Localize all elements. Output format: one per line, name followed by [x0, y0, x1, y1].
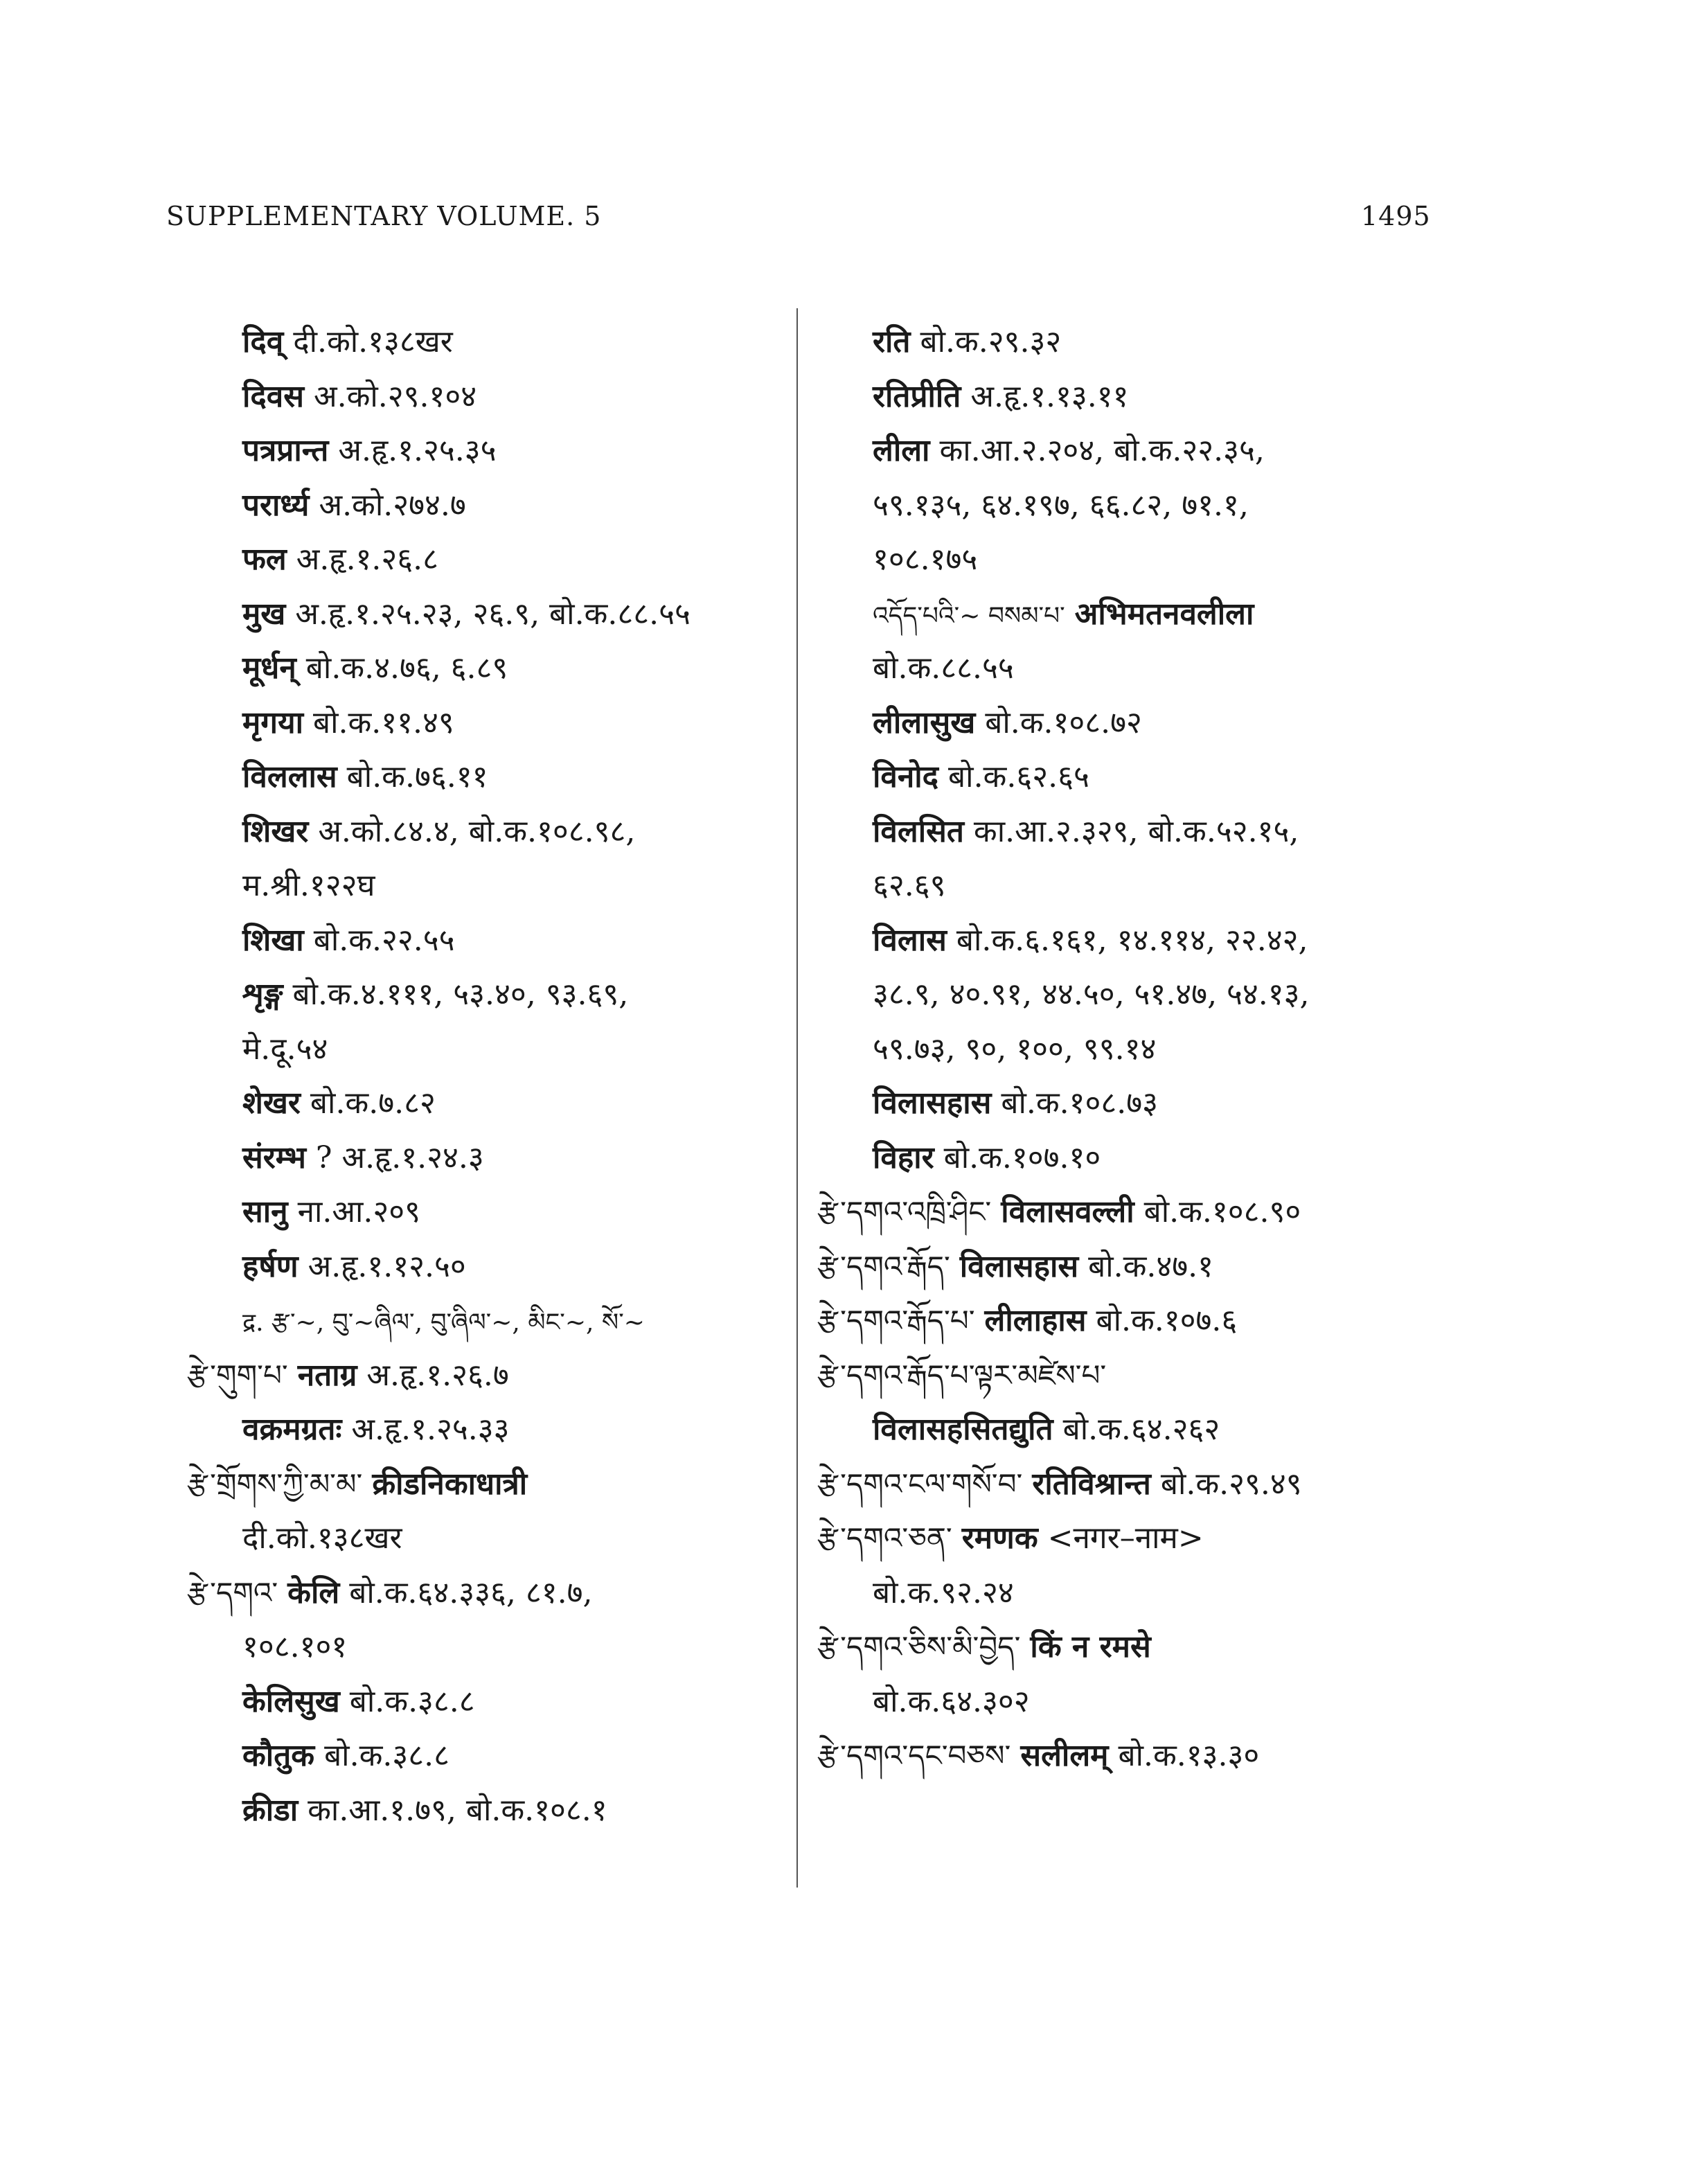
entry-line [187, 1131, 796, 1186]
sanskrit-headword: सानु [242, 1194, 288, 1229]
sanskrit-headword: विलास [873, 922, 947, 958]
source-reference: ना.आ.२०९ [297, 1194, 420, 1229]
source-reference: अ.हृ.१.२६.७ [366, 1357, 509, 1393]
entry-line [187, 1784, 796, 1838]
sanskrit-headword: किं न रमसे [1030, 1629, 1151, 1664]
sanskrit-headword: रमणक [961, 1520, 1038, 1556]
source-reference: बो.क.४७.१ [1088, 1248, 1214, 1284]
source-reference: दी.को.१३८खर [242, 1520, 402, 1556]
source-reference: ५९.७३, ९०, १००, ९९.१४ [873, 1031, 1157, 1067]
column-divider [796, 308, 798, 1888]
sanskrit-headword: विहार [873, 1139, 934, 1175]
source-reference: बो.क.२२.५५ [313, 922, 455, 958]
tibetan-term: རྩེ་དགའ་དང་བཅས་ [817, 1739, 1011, 1773]
sanskrit-headword: विललास [242, 759, 337, 794]
sanskrit-headword: विलासहसितद्युति [873, 1412, 1053, 1447]
sanskrit-headword: दिवस [242, 378, 304, 414]
source-reference: बो.क.६४.३३६, ८१.७, [349, 1574, 593, 1610]
entry-line [187, 641, 796, 696]
sanskrit-headword: रतिप्रीति [873, 378, 961, 414]
source-reference: बो.क.२९.४९ [1160, 1466, 1302, 1502]
entry-line [817, 479, 1538, 533]
source-reference: बो.क.८८.५५ [873, 650, 1014, 686]
entry-line [187, 424, 796, 479]
entry-line [817, 370, 1538, 425]
sanskrit-headword: फल [242, 542, 287, 577]
source-reference: बो.क.४.७६, ६.८९ [305, 650, 508, 686]
sanskrit-headword: परार्ध्य [242, 487, 310, 523]
source-reference: अ.हृ.१.२६.८ [296, 542, 439, 577]
sanskrit-headword: केलिसुख [242, 1683, 340, 1719]
tibetan-term: རྩེ་དགའ་ཅིས་མི་བྱེད་ [817, 1630, 1021, 1664]
tibetan-term: རྩེ་དགའ་འཁྲི་ཤིང་ [817, 1195, 992, 1229]
source-reference: १०८.१०१ [242, 1629, 348, 1664]
sanskrit-headword: शेखर [242, 1085, 301, 1121]
entry-line [817, 587, 1538, 642]
entry-line [817, 1729, 1538, 1784]
entry-line [817, 1022, 1538, 1077]
entry-line [187, 1185, 796, 1240]
sanskrit-headword: वक्रमग्रतः [242, 1412, 342, 1447]
source-reference: बो.क.४.१११, ५३.४०, ९३.६९, [292, 977, 629, 1012]
sanskrit-headword: केलि [287, 1574, 340, 1610]
sanskrit-headword: लीलाहास [984, 1303, 1087, 1338]
entry-line [817, 424, 1538, 479]
entry-line [187, 1675, 796, 1730]
entry-line [817, 914, 1538, 968]
tibetan-term: རྩེ་གུག་པ་ [187, 1358, 288, 1392]
source-reference: मे.दू.५४ [242, 1031, 328, 1067]
sanskrit-headword: विलसित [873, 813, 964, 849]
entry-line [187, 587, 796, 642]
entry-line [187, 533, 796, 587]
source-reference: बो.क.१०८.७२ [985, 704, 1142, 740]
entry-line [817, 859, 1538, 914]
sanskrit-headword: शिखा [242, 922, 304, 958]
sanskrit-headword: कौतुक [242, 1738, 315, 1773]
tibetan-term: རྩེ་དགའ་རྒོད་ [817, 1249, 950, 1284]
source-reference: अ.को.८४.४, बो.क.१०८.९८, [318, 813, 636, 849]
entry-line [187, 370, 796, 425]
source-reference: अ.हृ.१.२५.२३, २६.९, बो.क.८८.५५ [295, 596, 691, 632]
entry-line [817, 805, 1538, 860]
tibetan-term: རྩེ་དགའ་རྒོད་པ་ལྟར་མཛེས་པ་ [817, 1358, 1107, 1392]
entry-line [817, 1403, 1538, 1457]
entry-line [817, 1294, 1538, 1349]
sanskrit-headword: संरम्भ [242, 1139, 306, 1175]
tibetan-term: རྩེ་དགའ་ཅན་ [817, 1521, 952, 1555]
entry-line [187, 750, 796, 805]
source-reference: बो.क.६२.६५ [948, 759, 1089, 794]
tibetan-term: རྩེ་དགའ་ [187, 1575, 278, 1610]
entry-line [187, 1294, 796, 1349]
entry-line [817, 315, 1538, 370]
sanskrit-headword: विलासवल्ली [1001, 1194, 1134, 1229]
source-reference: ? अ.हृ.१.२४.३ [315, 1139, 484, 1175]
entry-line [817, 1131, 1538, 1186]
source-reference: बो.क.६.१६१, १४.११४, २२.४२, [956, 922, 1308, 958]
entry-line [187, 1076, 796, 1131]
sanskrit-headword: शिखर [242, 813, 309, 849]
entry-line [817, 968, 1538, 1022]
source-reference: बो.क.६४.३०२ [873, 1683, 1030, 1719]
sanskrit-headword: विनोद [873, 759, 939, 794]
source-reference: अ.हृ.१.१३.११ [970, 378, 1129, 414]
entry-line [817, 1566, 1538, 1621]
sanskrit-headword: नताग्र [297, 1357, 357, 1393]
entry-line [187, 914, 796, 968]
entry-line [187, 1403, 796, 1457]
source-reference: अ.हृ.१.१२.५० [308, 1248, 466, 1284]
source-reference: अ.हृ.१.२५.३३ [351, 1412, 510, 1447]
source-reference: ६२.६९ [873, 868, 946, 903]
source-reference: बो.क.१०८.७३ [1001, 1085, 1159, 1121]
running-head-title: SUPPLEMENTARY VOLUME. 5 [166, 201, 602, 231]
sanskrit-headword: हर्षण [242, 1248, 299, 1284]
source-reference: दी.को.१३८खर [293, 324, 453, 359]
entry-line [817, 750, 1538, 805]
sanskrit-headword: मूर्धन् [242, 650, 296, 686]
sanskrit-headword: क्रीडा [242, 1792, 299, 1828]
entry-line [817, 1675, 1538, 1730]
cross-reference: འདོད་པའི་~ བསམ་པ་ [873, 601, 1065, 630]
cross-reference: द्र. རྩ་~, བུ་~ཞིལ་, བུ་ཞིལ་~, མིང་~, སོ་~ [242, 1308, 645, 1337]
sanskrit-headword: रति [873, 324, 911, 359]
source-reference: बो.क.७६.११ [346, 759, 488, 794]
left-column [187, 315, 796, 1838]
source-reference: बो.क.११.४९ [313, 704, 454, 740]
tibetan-term: རྩེ་དགའ་ངལ་གསོ་བ་ [817, 1466, 1023, 1501]
entry-line [187, 1457, 796, 1512]
entry-line [817, 696, 1538, 751]
source-reference: म.श्री.१२२घ [242, 868, 375, 903]
source-reference: अ.हृ.१.२५.३५ [338, 433, 497, 468]
entry-line [817, 1349, 1538, 1403]
entry-line [187, 479, 796, 533]
sanskrit-headword: मुख [242, 596, 286, 632]
entry-line [187, 1729, 796, 1784]
entry-line [187, 1022, 796, 1077]
sanskrit-headword: विलासहास [959, 1248, 1079, 1284]
sanskrit-headword: अभिमतनवलीला [1074, 596, 1254, 632]
source-reference: बो.क.७.८२ [310, 1085, 436, 1121]
sanskrit-headword: लीलासुख [873, 704, 976, 740]
source-reference: बो.क.१०८.९० [1143, 1194, 1301, 1229]
sanskrit-headword: शृङ्ग [242, 977, 283, 1012]
tibetan-term: རྩེ་དགའ་རྒོད་པ་ [817, 1304, 975, 1338]
entry-line [817, 1457, 1538, 1512]
source-reference: अ.को.२९.१०४ [313, 378, 477, 414]
source-reference: बो.क.१३.३० [1118, 1738, 1260, 1773]
sanskrit-headword: लीला [873, 433, 930, 468]
entry-line [817, 1240, 1538, 1295]
sanskrit-headword: रतिविश्रान्त [1032, 1466, 1151, 1502]
entry-line [817, 1620, 1538, 1675]
source-reference: बो.क.९२.२४ [873, 1574, 1014, 1610]
entry-line [817, 1185, 1538, 1240]
sanskrit-headword: क्रीडनिकाधात्री [372, 1466, 528, 1502]
source-reference: ५९.१३५, ६४.१९७, ६६.८२, ७१.१, [873, 487, 1249, 523]
entry-line [187, 1349, 796, 1403]
sanskrit-headword: पत्रप्रान्त [242, 433, 329, 468]
entry-line [187, 1511, 796, 1566]
source-reference: बो.क.६४.२६२ [1062, 1412, 1220, 1447]
right-column [817, 315, 1538, 1784]
entry-line [187, 1240, 796, 1295]
sanskrit-headword: मृगया [242, 704, 303, 740]
entry-line [187, 1620, 796, 1675]
source-reference: का.आ.१.७९, बो.क.१०८.१ [308, 1792, 607, 1828]
page-number: 1495 [1361, 201, 1431, 231]
entry-line [187, 1566, 796, 1621]
source-reference: का.आ.२.३२९, बो.क.५२.१५, [973, 813, 1299, 849]
sanskrit-headword: विलासहास [873, 1085, 992, 1121]
tibetan-term: རྩེ་གྲོགས་ཀྱི་མ་མ་ [187, 1466, 363, 1501]
source-reference: का.आ.२.२०४, बो.क.२२.३५, [939, 433, 1265, 468]
entry-line [187, 696, 796, 751]
entry-line [187, 315, 796, 370]
entry-line [817, 1511, 1538, 1566]
entry-line [817, 641, 1538, 696]
source-reference: ३८.९, ४०.९१, ४४.५०, ५१.४७, ५४.१३, [873, 977, 1310, 1012]
entry-line [817, 1076, 1538, 1131]
entry-line [187, 805, 796, 860]
source-reference: बो.क.२९.३२ [920, 324, 1062, 359]
source-reference: बो.क.३८.८ [324, 1738, 449, 1773]
source-reference: १०८.१७५ [873, 542, 978, 577]
entry-line [187, 859, 796, 914]
source-reference: बो.क.१०७.१० [943, 1139, 1101, 1175]
source-reference: बो.क.३८.८ [349, 1683, 475, 1719]
source-reference: बो.क.१०७.६ [1096, 1303, 1238, 1338]
source-reference: <नगर–नाम> [1047, 1520, 1204, 1556]
entry-line [187, 968, 796, 1022]
source-reference: अ.को.२७४.७ [319, 487, 466, 523]
sanskrit-headword: सलीलम् [1020, 1738, 1109, 1773]
entry-line [817, 533, 1538, 587]
sanskrit-headword: दिव् [242, 324, 284, 359]
